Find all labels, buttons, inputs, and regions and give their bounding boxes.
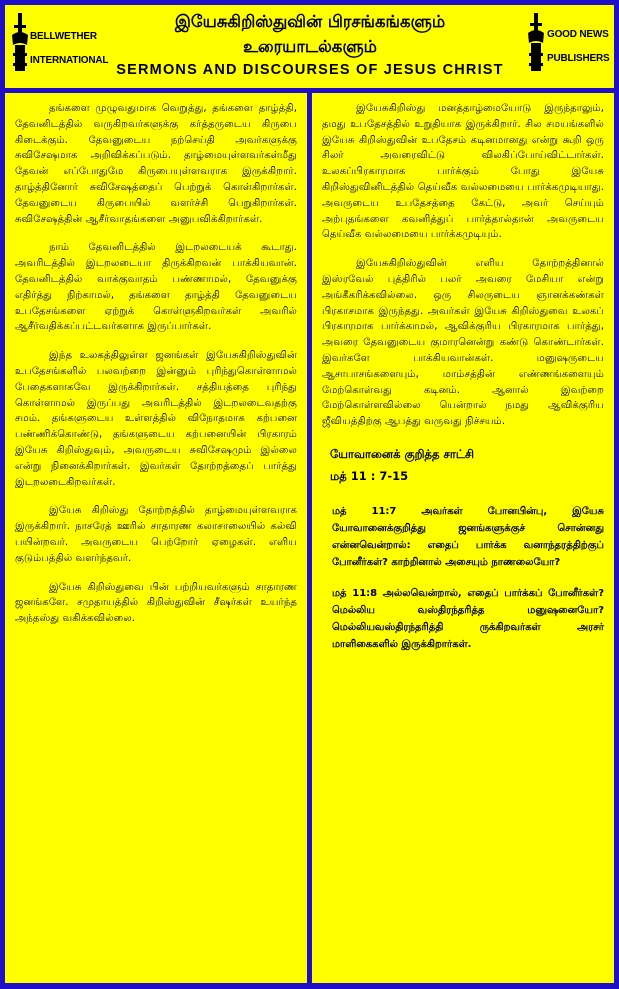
right-column [312, 93, 614, 983]
paragraph: நாம் தேவனிடத்தில் இடறலடையக் கூடாது. அவரிடத்தில் இடறலடையா திருக்கிறவன் பாக்கியவான். தேவனிடத்தில் வாக்குவாதம் பண்ணாமல், தேவனுக்கு எதிர்த்து நிற்காமல், தங்களை தாழ்த்தி தேவனுடைய உபதேசங்களை ஏற்றுக் கொள்ளுகிறவர்கள் அவரில் ஆசீர்வதிக்கப்பட்டவர்களாக இருப்பார்கள். [15, 242, 297, 333]
header-banner [5, 5, 614, 88]
title-block [100, 5, 520, 78]
bellwether-emblem-icon [10, 11, 30, 73]
section-heading [330, 443, 604, 487]
paragraph: இந்த உலகத்திலுள்ள ஜனங்கள் இயேசுகிறிஸ்துவின் உபதேசங்களில் பலவற்றை இன்னும் புரிந்துகொள்ளாமல் பேதைகளாகவே இருக்கிறார்கள். சத்தியத்தை புரிந்து கொள்ளாமல் இருப்பது அவரிடத்தில் இடறலடைவதற்கு சமம். தங்களுடைய உள்ளத்தில் விநோதமாக கற்பனை பண்ணிக்கொண்டு, தங்களுடைய கற்பனையின் பிரகாரம் இயேசு கிறிஸ்துவும், அவருடைய சுவிசேஷமும் இல்லை என்று நினைக்கிறார்கள். இவர்கள் தோற்றத்தைப் பார்த்து இடறலடைகிறவர்கள். [15, 350, 297, 488]
good-news-logo-line1: GOOD NEWS [547, 29, 609, 40]
good-news-logo-line2: PUBLISHERS [547, 53, 610, 64]
paragraph: தங்களை முழுவதுமாக வெறுத்து, தங்களை தாழ்த்தி, தேவனிடத்தில் வருகிறவர்களுக்கு கர்த்தருடைய கிருபை கிடைக்கும். தேவனுடைய நற்செய்தி அவர்களுக்கு சுவிசேஷமாக அறிவிக்கப்படும். தாழ்மையுள்ளவர்கள்மீது தேவன் எப்போதுமே கிருபையுள்ளவராக இருக்கிறார். தாழ்த்தினோர் சுவிசேஷத்தைப் பெற்றுக் கொள்கிறார்கள். தேவனுடைய கிருபையில் வளர்ச்சி பெறுகிறார்கள். சுவிசேஷத்தின் ஆசீர்வாதங்களை அனுபவிக்கிறார்கள். [15, 103, 297, 225]
bellwether-logo-line2: INTERNATIONAL [30, 55, 109, 66]
title-tamil-line2: உரையாடல்களும் [243, 37, 377, 56]
verse: மத் 11:8 அல்லவென்றால், எதைப் பார்க்கப் போனீர்கள்? மெல்லிய வஸ்திரந்தரித்த மனுஷனையோ? மெல்லியவஸ்திரந்தரித்தி ருக்கிறவர்கள் அரசர் மாளிகைகளில் இருக்கிறார்கள். [332, 587, 604, 650]
title-tamil-line1: இயேசுகிறிஸ்துவின் பிரசங்கங்களும் [174, 12, 446, 31]
good-news-logo [525, 11, 611, 77]
title-english: SERMONS AND DISCOURSES OF JESUS CHRIST [116, 62, 504, 78]
verse: மத் 11:7 அவர்கள் போனபின்பு, இயேசு யோவானைக்குறித்து ஜனங்களுக்குச் சொன்னது என்னவென்றால்: எதைப் பார்க்க வனாந்தரத்திற்குப் போனீர்கள்? காற்றினால் அசையும் நாணலையோ? [332, 505, 604, 568]
paragraph: இயேசுகிறிஸ்து மனத்தாழ்மையோடு இருந்தாலும், தமது உபதேசத்தில் உறுதியாக இருக்கிறார். சில சமயங்களில் இயேசு கிறிஸ்துவின் உபதேசம் கடினமானது என்று கூறி ஒரு சிலர் அவரைவிட்டு விலகிப்போய்விட்டார்கள். உலகப்பிரகாரமாக பார்க்கும் போது இயேசு கிறிஸ்துவினிடத்தில் தெய்வீக வல்லமையை பார்க்கமுடியாது. அவருடைய உபதேசத்தை கேட்டு, அவர் செய்யும் அற்புதங்களை கவனித்துப் பார்த்தால்தான் அவருடைய தெய்வீக வல்லமையை பார்க்கமுடியும். [322, 103, 604, 241]
paragraph: இயேசு கிறிஸ்து தோற்றத்தில் தாழ்மையுள்ளவராக இருக்கிறார். நாசரேத் ஊரில் சாதாரண கலாசாலையில் கல்வி பயின்றவர். அவருடைய பெற்றோர் ஏழைகள். எளிய குடும்பத்தில் வளர்ந்தவர். [15, 505, 297, 564]
section-reference: மத் 11 : 7-15 [330, 468, 409, 483]
section-title: யோவானைக் குறித்த சாட்சி [330, 446, 475, 461]
paragraph: இயேசு கிறிஸ்துவை பின் பற்றியவர்களும் சாதாரண ஜனங்களே. சமுதாயத்தில் கிறிஸ்துவின் சீஷர்கள் உயர்ந்த அந்தஸ்து வகிக்கவில்லை. [15, 581, 297, 625]
bellwether-logo-line1: BELLWETHER [30, 31, 97, 42]
good-news-emblem-icon [527, 11, 545, 73]
bellwether-logo [8, 11, 109, 77]
left-column [5, 93, 307, 983]
paragraph: இயேசுகிறிஸ்துவின் எளிய தோற்றத்தினால் இஸ்ரவேல் புத்திரில் பலர் அவரை மேசியா என்று அங்கீகரிக்கவில்லை. ஒரு சிலருடைய ஞானக்கண்கள் பிரகாசமாக இருந்தது. அவர்கள் இயேசு கிறிஸ்துவை உலகப் பிரகாரமாக பார்க்காமல், ஆவிக்குரிய பிரகாரமாக பார்த்து, அவரை தேவனுடைய குமாரனென்று கண்டு கொண்டார்கள். இவர்களே பாக்கியவான்கள். மனுஷருடைய ஆசாபாசங்களையும், மாம்சத்தின் எண்ணங்களையும் மேற்கொள்வது கடினம். ஆனால் இவற்றை மேற்கொள்ளவில்லை யென்றால் நமது ஆவிக்குரிய ஜீவியத்திற்கு ஆபத்து வருவது நிச்சயம். [322, 258, 604, 428]
